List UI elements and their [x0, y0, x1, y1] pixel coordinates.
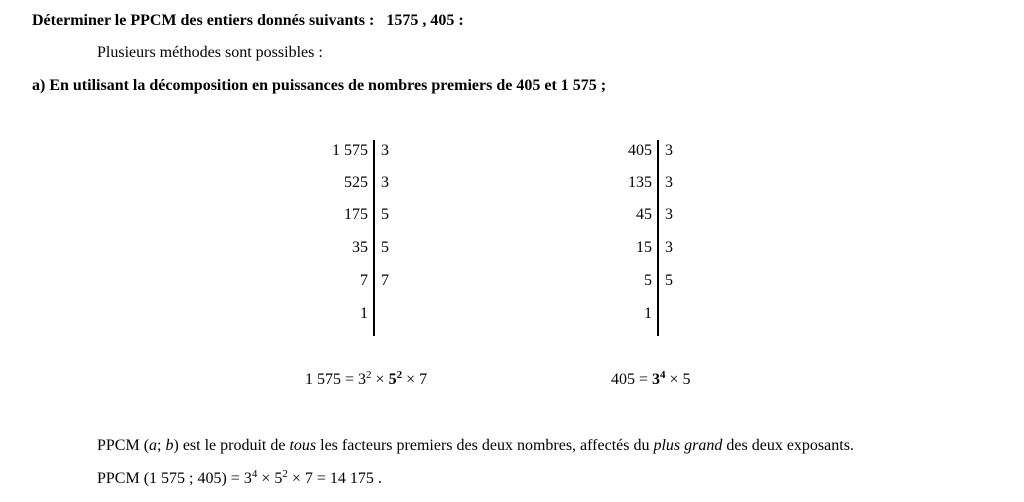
- result-text: PPCM (1 575 ; 405) = 3: [97, 470, 252, 487]
- result-text: × 7 = 14 175 .: [287, 470, 382, 487]
- emphasis-tous: tous: [289, 437, 317, 454]
- emphasis-plus-grand: plus grand: [653, 437, 723, 454]
- divisor: 5: [665, 272, 673, 289]
- dividend: 7: [360, 272, 368, 289]
- part-a-title: a) En utilisant la décomposition en puissances de nombres premiers de 405 et 1 575 ;: [32, 77, 607, 94]
- ppcm-result: [97, 469, 382, 489]
- definition-text: les facteurs premiers des deux nombres, affectés du: [316, 437, 654, 454]
- exponent: 2: [366, 369, 372, 381]
- divisor: 3: [381, 174, 389, 191]
- dividend: 1 575: [332, 142, 368, 159]
- dividend: 35: [352, 239, 368, 256]
- dividend: 5: [644, 272, 652, 289]
- divisor: 3: [381, 142, 389, 159]
- eq-tail: × 5: [665, 371, 691, 388]
- definition-text: ) est le produit de: [173, 437, 290, 454]
- divisor: 7: [381, 272, 389, 289]
- divider-line: [657, 140, 659, 336]
- dividend: 15: [636, 239, 652, 256]
- divisor: 3: [665, 142, 673, 159]
- result-text: × 5: [257, 470, 283, 487]
- eq-tail: × 7: [402, 371, 428, 388]
- divisor: 3: [665, 239, 673, 256]
- dividend: 1: [360, 305, 368, 322]
- exponent: 4: [251, 468, 258, 480]
- definition-text: des deux exposants.: [722, 437, 854, 454]
- divisor: 5: [381, 239, 389, 256]
- eq-lhs: 405 =: [611, 371, 653, 388]
- divider-line: [373, 140, 375, 336]
- divisor: 5: [381, 206, 389, 223]
- exercise-heading: [32, 11, 464, 31]
- ppcm-definition: [97, 436, 854, 456]
- dividend: 405: [628, 142, 652, 159]
- definition-text: ;: [157, 437, 166, 454]
- divisor: 3: [665, 174, 673, 191]
- dividend: 525: [344, 174, 368, 191]
- dividend: 1: [644, 305, 652, 322]
- divisor: 3: [665, 206, 673, 223]
- exponent: 2: [282, 468, 288, 480]
- exponent: 4: [660, 369, 666, 381]
- eq-base: 5: [388, 371, 397, 388]
- eq-base: 3: [652, 371, 661, 388]
- variable-a: a: [149, 437, 158, 454]
- intro-text: Plusieurs méthodes sont possibles :: [97, 44, 323, 61]
- dividend: 175: [344, 206, 368, 223]
- decomposition-1575: [305, 370, 427, 390]
- times-sign: ×: [371, 371, 389, 388]
- heading-numbers: 1575 , 405 :: [386, 12, 464, 29]
- exponent: 2: [396, 369, 403, 381]
- decomposition-405: [611, 370, 691, 390]
- heading-text: Déterminer le PPCM des entiers donnés suivants :: [32, 12, 375, 29]
- eq-lhs: 1 575 = 3: [305, 371, 367, 388]
- variable-b: b: [165, 437, 174, 454]
- dividend: 45: [636, 206, 652, 223]
- definition-text: PPCM (: [97, 437, 150, 454]
- dividend: 135: [628, 174, 652, 191]
